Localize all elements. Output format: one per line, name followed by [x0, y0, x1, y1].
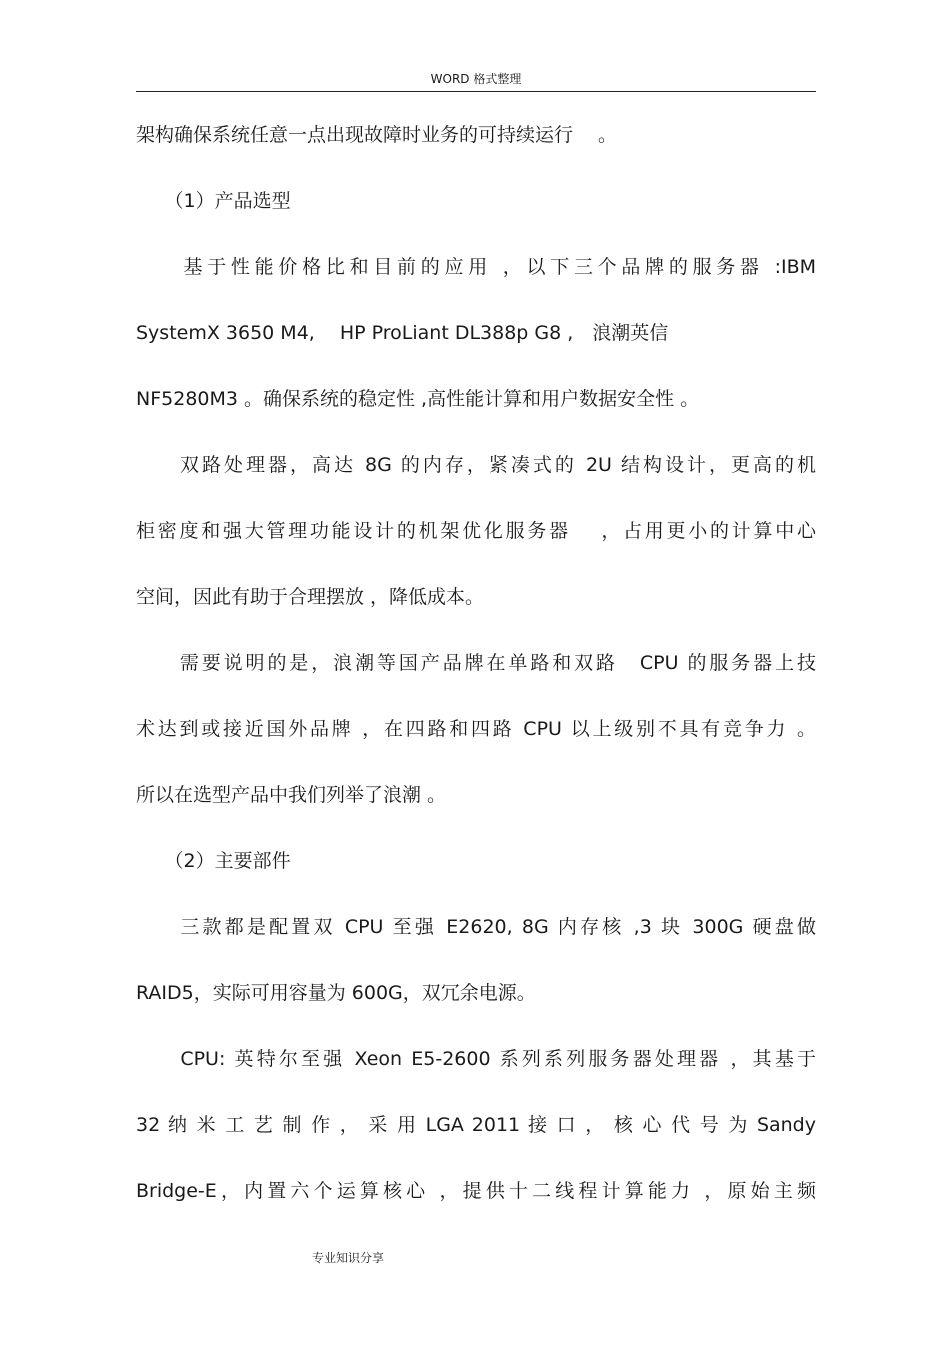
text-line-4: SystemX 3650 M4, HP ProLiant DL388p G8 , 浪潮英信: [136, 322, 669, 344]
text-line-10: 术达到或接近国外品牌 ，在四路和四路 CPU 以上级别不具有竞争力 。: [136, 718, 816, 740]
page-header: WORD 格式整理: [430, 72, 522, 86]
text-line-2: （1）产品选型: [136, 190, 291, 212]
header-rule: [136, 91, 816, 92]
text-line-9: 需要说明的是，浪潮等国产品牌在单路和双路 CPU 的服务器上技: [136, 652, 816, 674]
text-line-3: 基于性能价格比和目前的应用 ，以下三个品牌的服务器 :IBM: [136, 256, 816, 278]
text-line-8: 空间，因此有助于合理摆放 ，降低成本。: [136, 586, 485, 608]
text-line-5: NF5280M3 。确保系统的稳定性 ,高性能计算和用户数据安全性 。: [136, 388, 700, 410]
page-footer: 专业知识分享: [312, 1251, 385, 1265]
text-line-13: 三款都是配置双 CPU 至强 E2620, 8G 内存核 ,3 块 300G 硬盘做: [136, 916, 816, 938]
text-line-1: 架构确保系统任意一点出现故障时业务的可持续运行 。: [136, 124, 618, 146]
text-line-12: （2）主要部件: [136, 850, 291, 872]
text-line-15: CPU: 英特尔至强 Xeon E5-2600 系列系列服务器处理器 ，其基于: [136, 1048, 816, 1070]
text-line-7: 柜密度和强大管理功能设计的机架优化服务器 ，占用更小的计算中心: [136, 520, 816, 542]
text-line-6: 双路处理器，高达 8G 的内存，紧凑式的 2U 结构设计，更高的机: [136, 454, 816, 476]
text-line-14: RAID5，实际可用容量为 600G，双冗余电源。: [136, 982, 536, 1004]
text-line-16: 32 纳 米 工 艺 制 作 ， 采 用 LGA 2011 接 口 ， 核 心 代 号 为 Sandy: [136, 1114, 816, 1136]
text-line-17: Bridge-E，内置六个运算核心 ，提供十二线程计算能力 ，原始主频: [136, 1180, 816, 1202]
text-line-11: 所以在选型产品中我们列举了浪潮 。: [136, 784, 447, 806]
